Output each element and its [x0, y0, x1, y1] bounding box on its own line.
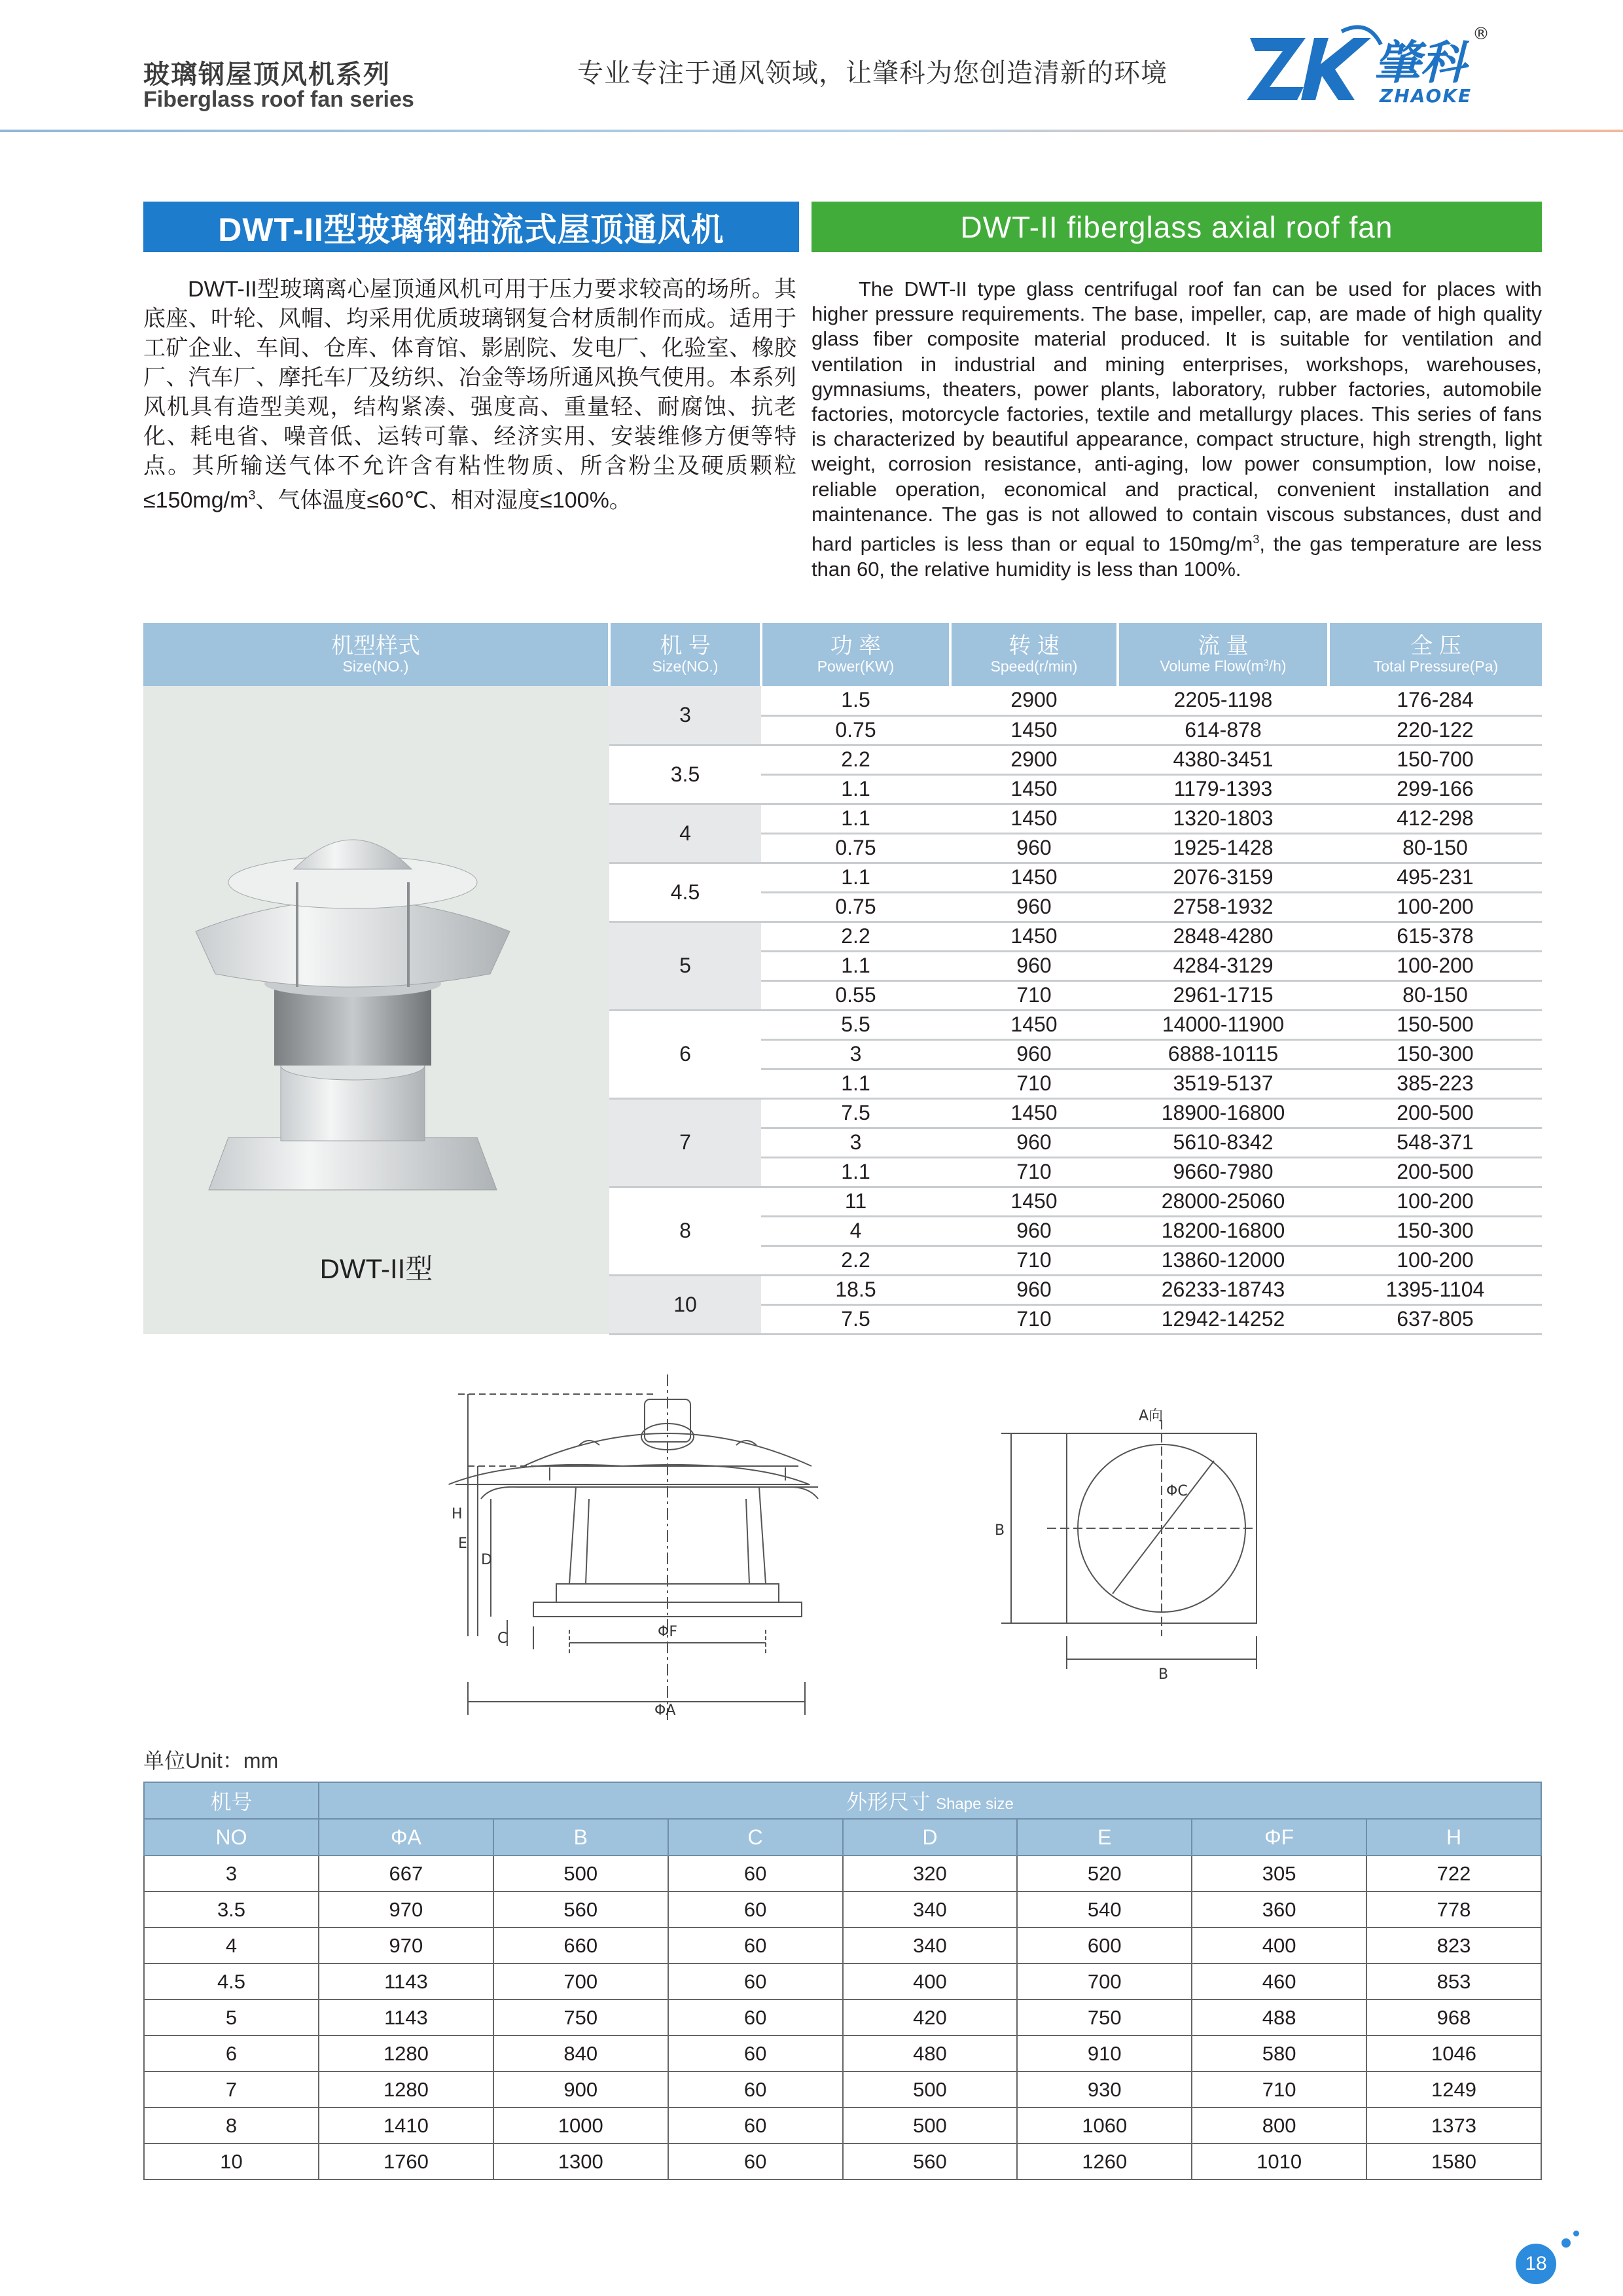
- dim-value-cell: 1060: [1017, 2108, 1192, 2144]
- dim-label-E: E: [458, 1535, 467, 1552]
- dim-value-cell: 560: [843, 2144, 1018, 2179]
- dim-label-A: ΦA: [654, 1702, 676, 1719]
- speed-cell: 1450: [950, 804, 1118, 833]
- registered-mark: ®: [1472, 24, 1489, 44]
- pressure-cell: 100-200: [1329, 951, 1542, 980]
- power-cell: 1.1: [761, 863, 950, 892]
- dim-value-cell: 320: [843, 1856, 1018, 1892]
- pressure-cell: 637-805: [1329, 1304, 1542, 1334]
- dim-value-cell: 710: [1192, 2072, 1366, 2108]
- dim-value-cell: 400: [1192, 1928, 1366, 1964]
- dim-value-cell: 1760: [319, 2144, 493, 2179]
- top-view-title: A向: [1139, 1408, 1164, 1424]
- dim-value-cell: 305: [1192, 1856, 1366, 1892]
- dim-value-cell: 488: [1192, 2000, 1366, 2036]
- pressure-cell: 150-300: [1329, 1039, 1542, 1069]
- dim-value-cell: 420: [843, 2000, 1018, 2036]
- dim-value-cell: 480: [843, 2036, 1018, 2072]
- dim-value-cell: 1280: [319, 2036, 493, 2072]
- top-dim-label-diameter: ΦC: [1166, 1483, 1188, 1499]
- spec-header-speed: 转 速 Speed(r/min): [950, 623, 1118, 686]
- power-cell: 2.2: [761, 745, 950, 774]
- size-cell: 7: [609, 1098, 761, 1187]
- speed-cell: 1450: [950, 922, 1118, 951]
- flow-cell: 13860-12000: [1118, 1246, 1329, 1275]
- description-en-text: The DWT-II type glass centrifugal roof fan can be used for places with higher pressure requirements. The base, impeller, cap, are made of high quality glass fiber composite material produced. It is suitable for ventilation and ventilation in industrial and mining enterprises, workshops, warehouses, gymnasiums, theaters, power plants, laboratory, rubber factories, automobile factories, motorcycle factories, textile and metallurgy places. This series of fans is characterized by beautiful appearance, compact structure, high strength, light weight, corrosion resistance, anti-aging, low power consumption, low noise, reliable operation, economical and practical, convenient installation and maintenance. The gas is not allowed to contain viscous substances, dust and hard particles is less than or equal to 150mg/m: [812, 278, 1542, 556]
- pressure-cell: 80-150: [1329, 833, 1542, 863]
- flow-cell: 1179-1393: [1118, 774, 1329, 804]
- description-cn-superscript: 3: [248, 488, 256, 503]
- power-cell: 5.5: [761, 1010, 950, 1039]
- flow-cell: 4380-3451: [1118, 745, 1329, 774]
- dim-group-header-row: [144, 1782, 1541, 1819]
- pressure-cell: 100-200: [1329, 1187, 1542, 1216]
- pressure-cell: 385-223: [1329, 1069, 1542, 1098]
- dim-row: [144, 1964, 1541, 2000]
- dim-row: [144, 1892, 1541, 1928]
- dim-value-cell: 60: [668, 2036, 843, 2072]
- dim-value-cell: 400: [843, 1964, 1018, 2000]
- pressure-cell: 150-700: [1329, 745, 1542, 774]
- dim-size-cell: 6: [144, 2036, 319, 2072]
- brand-en: ZHAOKE: [1380, 85, 1472, 107]
- dim-value-cell: 520: [1017, 1856, 1192, 1892]
- flow-cell: 2076-3159: [1118, 863, 1329, 892]
- pressure-cell: 412-298: [1329, 804, 1542, 833]
- power-cell: 2.2: [761, 922, 950, 951]
- power-cell: 1.1: [761, 804, 950, 833]
- header-divider: [0, 130, 1623, 132]
- dim-row: [144, 2108, 1541, 2144]
- flow-cell: 12942-14252: [1118, 1304, 1329, 1334]
- dim-value-cell: 60: [668, 1856, 843, 1892]
- pressure-cell: 299-166: [1329, 774, 1542, 804]
- flow-cell: 2961-1715: [1118, 980, 1329, 1010]
- power-cell: 3: [761, 1128, 950, 1157]
- dim-header-shape: 外形尺寸 Shape size: [319, 1782, 1541, 1819]
- dim-subheader: C: [668, 1819, 843, 1856]
- pressure-cell: 548-371: [1329, 1128, 1542, 1157]
- spec-header-model: 机型样式 Size(NO.): [143, 623, 609, 686]
- dim-label-C: C: [497, 1630, 508, 1647]
- top-dim-label-B-side: B: [995, 1522, 1005, 1539]
- pressure-cell: 615-378: [1329, 922, 1542, 951]
- description-en-superscript: 3: [1253, 533, 1260, 547]
- dim-value-cell: 360: [1192, 1892, 1366, 1928]
- flow-cell: 1320-1803: [1118, 804, 1329, 833]
- dim-value-cell: 560: [493, 1892, 668, 1928]
- dim-value-cell: 823: [1366, 1928, 1541, 1964]
- size-cell: 10: [609, 1275, 761, 1334]
- dim-value-cell: 667: [319, 1856, 493, 1892]
- dim-value-cell: 580: [1192, 2036, 1366, 2072]
- dim-row: [144, 2072, 1541, 2108]
- dim-subheader-row: [144, 1819, 1541, 1856]
- brand-cn: 肇科: [1374, 36, 1466, 90]
- dim-row: [144, 1856, 1541, 1892]
- unit-label: 单位Unit：mm: [143, 1749, 279, 1772]
- speed-cell: 1450: [950, 715, 1118, 745]
- flow-cell: 28000-25060: [1118, 1187, 1329, 1216]
- dim-value-cell: 750: [493, 2000, 668, 2036]
- dim-value-cell: 1143: [319, 1964, 493, 2000]
- power-cell: 1.1: [761, 951, 950, 980]
- flow-cell: 14000-11900: [1118, 1010, 1329, 1039]
- power-cell: 3: [761, 1039, 950, 1069]
- fan-photo: [183, 784, 523, 1216]
- dim-value-cell: 60: [668, 2144, 843, 2179]
- power-cell: 11: [761, 1187, 950, 1216]
- product-title-en: DWT-II fiberglass axial roof fan: [812, 202, 1542, 252]
- dim-value-cell: 970: [319, 1892, 493, 1928]
- spec-header-flow: 流 量 Volume $Flow(m^3/h)$: [1118, 623, 1329, 686]
- speed-cell: 1450: [950, 1010, 1118, 1039]
- dim-value-cell: 340: [843, 1892, 1018, 1928]
- dim-value-cell: 1300: [493, 2144, 668, 2179]
- dim-value-cell: 540: [1017, 1892, 1192, 1928]
- dim-row: [144, 1928, 1541, 1964]
- speed-cell: 960: [950, 1128, 1118, 1157]
- model-image-cell: [143, 686, 609, 1334]
- dim-label-F: ΦF: [658, 1624, 677, 1640]
- dim-value-cell: 700: [1017, 1964, 1192, 2000]
- description-cn-text-end: 、气体温度≤60℃、相对湿度≤100%。: [255, 488, 632, 513]
- dim-size-cell: 7: [144, 2072, 319, 2108]
- dim-value-cell: 500: [493, 1856, 668, 1892]
- speed-cell: 960: [950, 1275, 1118, 1304]
- dim-row: [144, 2144, 1541, 2179]
- power-cell: 1.1: [761, 1069, 950, 1098]
- speed-cell: 960: [950, 1039, 1118, 1069]
- power-cell: 1.1: [761, 1157, 950, 1187]
- flow-cell: 2848-4280: [1118, 922, 1329, 951]
- speed-cell: 710: [950, 1157, 1118, 1187]
- flow-cell: 4284-3129: [1118, 951, 1329, 980]
- dim-value-cell: 1143: [319, 2000, 493, 2036]
- spec-table: [143, 623, 1542, 1335]
- pressure-cell: 495-231: [1329, 863, 1542, 892]
- product-title-cn: DWT-II型玻璃钢轴流式屋顶通风机: [143, 202, 799, 252]
- speed-cell: 2900: [950, 745, 1118, 774]
- spec-header-size: 机 号 Size(NO.): [609, 623, 761, 686]
- page-dot-small: [1573, 2231, 1579, 2236]
- pressure-cell: 150-500: [1329, 1010, 1542, 1039]
- dim-value-cell: 970: [319, 1928, 493, 1964]
- flow-cell: 614-878: [1118, 715, 1329, 745]
- dim-value-cell: 1010: [1192, 2144, 1366, 2179]
- spec-header-power: 功 率 Power(KW): [761, 623, 950, 686]
- description-en: [812, 277, 1542, 582]
- dim-value-cell: 1410: [319, 2108, 493, 2144]
- speed-cell: 960: [950, 951, 1118, 980]
- dimension-table: [143, 1782, 1542, 2180]
- dim-value-cell: 1000: [493, 2108, 668, 2144]
- description-cn-text: DWT-II型玻璃离心屋顶通风机可用于压力要求较高的场所。其底座、叶轮、风帽、均采用优质玻璃钢复合材质制作而成。适用于工矿企业、车间、仓库、体育馆、影剧院、发电厂、化验室、橡胶厂、汽车厂、摩托车厂及纺织、冶金等场所通风换气使用。本系列风机具有造型美观，结构紧凑、强度高、重量轻、耐腐蚀、抗老化、耗电省、噪音低、运转可靠、经济实用、安装维修方便等特点。其所输送气体不允许含有粘性物质、所含粉尘及硬质颗粒≤150mg/m: [143, 277, 796, 513]
- dim-value-cell: 60: [668, 2108, 843, 2144]
- dim-value-cell: 930: [1017, 2072, 1192, 2108]
- flow-cell: 2205-1198: [1118, 686, 1329, 715]
- dim-value-cell: 968: [1366, 2000, 1541, 2036]
- pressure-cell: 150-300: [1329, 1216, 1542, 1246]
- flow-cell: 5610-8342: [1118, 1128, 1329, 1157]
- pressure-cell: 100-200: [1329, 1246, 1542, 1275]
- dim-label-H: H: [452, 1506, 463, 1522]
- flow-cell: 2758-1932: [1118, 892, 1329, 922]
- speed-cell: 1450: [950, 863, 1118, 892]
- pressure-cell: 220-122: [1329, 715, 1542, 745]
- power-cell: 0.75: [761, 892, 950, 922]
- flow-cell: 9660-7980: [1118, 1157, 1329, 1187]
- dim-value-cell: 660: [493, 1928, 668, 1964]
- pressure-cell: 176-284: [1329, 686, 1542, 715]
- dim-value-cell: 1280: [319, 2072, 493, 2108]
- speed-cell: 1450: [950, 1098, 1118, 1128]
- dim-value-cell: 60: [668, 2072, 843, 2108]
- dim-size-cell: 3: [144, 1856, 319, 1892]
- dim-value-cell: 722: [1366, 1856, 1541, 1892]
- dim-value-cell: 840: [493, 2036, 668, 2072]
- speed-cell: 710: [950, 1304, 1118, 1334]
- speed-cell: 960: [950, 1216, 1118, 1246]
- dim-value-cell: 500: [843, 2108, 1018, 2144]
- power-cell: 1.1: [761, 774, 950, 804]
- series-title-en: Fiberglass roof fan series: [143, 87, 414, 112]
- dim-size-cell: 3.5: [144, 1892, 319, 1928]
- flow-cell: 1925-1428: [1118, 833, 1329, 863]
- flow-cell: 6888-10115: [1118, 1039, 1329, 1069]
- dim-size-cell: 4.5: [144, 1964, 319, 2000]
- dim-subheader: D: [843, 1819, 1018, 1856]
- dim-size-cell: 4: [144, 1928, 319, 1964]
- dim-size-cell: 8: [144, 2108, 319, 2144]
- dim-header-size: 机号: [144, 1782, 319, 1819]
- size-cell: 6: [609, 1010, 761, 1098]
- spec-header-pressure: 全 压 Total Pressure(Pa): [1329, 623, 1542, 686]
- power-cell: 0.75: [761, 833, 950, 863]
- pressure-cell: 100-200: [1329, 892, 1542, 922]
- pressure-cell: 200-500: [1329, 1098, 1542, 1128]
- size-cell: 4: [609, 804, 761, 863]
- dim-row: [144, 2000, 1541, 2036]
- speed-cell: 960: [950, 892, 1118, 922]
- speed-cell: 1450: [950, 774, 1118, 804]
- model-label: DWT-II型: [319, 1253, 433, 1284]
- dim-value-cell: 900: [493, 2072, 668, 2108]
- spec-header-row: [143, 623, 1542, 686]
- dim-value-cell: 700: [493, 1964, 668, 2000]
- dim-value-cell: 60: [668, 1964, 843, 2000]
- size-cell: 4.5: [609, 863, 761, 922]
- power-cell: 1.5: [761, 686, 950, 715]
- dim-value-cell: 853: [1366, 1964, 1541, 2000]
- power-cell: 18.5: [761, 1275, 950, 1304]
- description-cn: [143, 275, 796, 515]
- power-cell: 0.55: [761, 980, 950, 1010]
- size-cell: 3.5: [609, 745, 761, 804]
- dim-value-cell: 778: [1366, 1892, 1541, 1928]
- power-cell: 7.5: [761, 1304, 950, 1334]
- dim-subheader: H: [1366, 1819, 1541, 1856]
- flow-cell: 18900-16800: [1118, 1098, 1329, 1128]
- speed-cell: 2900: [950, 686, 1118, 715]
- size-cell: 8: [609, 1187, 761, 1275]
- dim-value-cell: 910: [1017, 2036, 1192, 2072]
- description-en-text-end: , the gas temperature are less than 60, the relative humidity is less than 100%.: [812, 532, 1542, 581]
- size-cell: 3: [609, 686, 761, 745]
- speed-cell: 960: [950, 833, 1118, 863]
- page-number: 18: [1516, 2244, 1556, 2284]
- spec-row: [143, 686, 1542, 715]
- dim-value-cell: 460: [1192, 1964, 1366, 2000]
- pressure-cell: 1395-1104: [1329, 1275, 1542, 1304]
- dim-value-cell: 600: [1017, 1928, 1192, 1964]
- speed-cell: 710: [950, 980, 1118, 1010]
- dim-value-cell: 500: [843, 2072, 1018, 2108]
- dim-value-cell: 1249: [1366, 2072, 1541, 2108]
- dim-value-cell: 60: [668, 2000, 843, 2036]
- power-cell: 0.75: [761, 715, 950, 745]
- zhaoke-logo: [1243, 18, 1499, 110]
- speed-cell: 710: [950, 1069, 1118, 1098]
- dim-row: [144, 2036, 1541, 2072]
- dim-value-cell: 60: [668, 1928, 843, 1964]
- dim-size-cell: 5: [144, 2000, 319, 2036]
- speed-cell: 1450: [950, 1187, 1118, 1216]
- power-cell: 4: [761, 1216, 950, 1246]
- dim-subheader: ΦF: [1192, 1819, 1366, 1856]
- top-dim-label-B-bottom: B: [1158, 1666, 1169, 1683]
- dim-value-cell: 60: [668, 1892, 843, 1928]
- dim-value-cell: 750: [1017, 2000, 1192, 2036]
- power-cell: 2.2: [761, 1246, 950, 1275]
- dim-subheader: E: [1017, 1819, 1192, 1856]
- flow-cell: 3519-5137: [1118, 1069, 1329, 1098]
- dim-size-cell: 10: [144, 2144, 319, 2179]
- flow-cell: 26233-18743: [1118, 1275, 1329, 1304]
- speed-cell: 710: [950, 1246, 1118, 1275]
- dim-value-cell: 1046: [1366, 2036, 1541, 2072]
- pressure-cell: 80-150: [1329, 980, 1542, 1010]
- power-cell: 7.5: [761, 1098, 950, 1128]
- dim-value-cell: 1580: [1366, 2144, 1541, 2179]
- dim-subheader: ΦA: [319, 1819, 493, 1856]
- flow-cell: 18200-16800: [1118, 1216, 1329, 1246]
- top-view-drawing: [995, 1401, 1270, 1695]
- dim-value-cell: 1373: [1366, 2108, 1541, 2144]
- side-view-drawing: [419, 1368, 825, 1734]
- dim-subheader: NO: [144, 1819, 319, 1856]
- dim-value-cell: 1260: [1017, 2144, 1192, 2179]
- dim-subheader: B: [493, 1819, 668, 1856]
- dim-value-cell: 800: [1192, 2108, 1366, 2144]
- size-cell: 5: [609, 922, 761, 1010]
- page-dot-large: [1561, 2238, 1571, 2248]
- pressure-cell: 200-500: [1329, 1157, 1542, 1187]
- dim-label-D: D: [481, 1552, 492, 1568]
- series-title-cn: 玻璃钢屋顶风机系列: [143, 60, 391, 89]
- slogan: 专业专注于通风领域，让肇科为您创造清新的环境: [577, 59, 1168, 88]
- dim-value-cell: 340: [843, 1928, 1018, 1964]
